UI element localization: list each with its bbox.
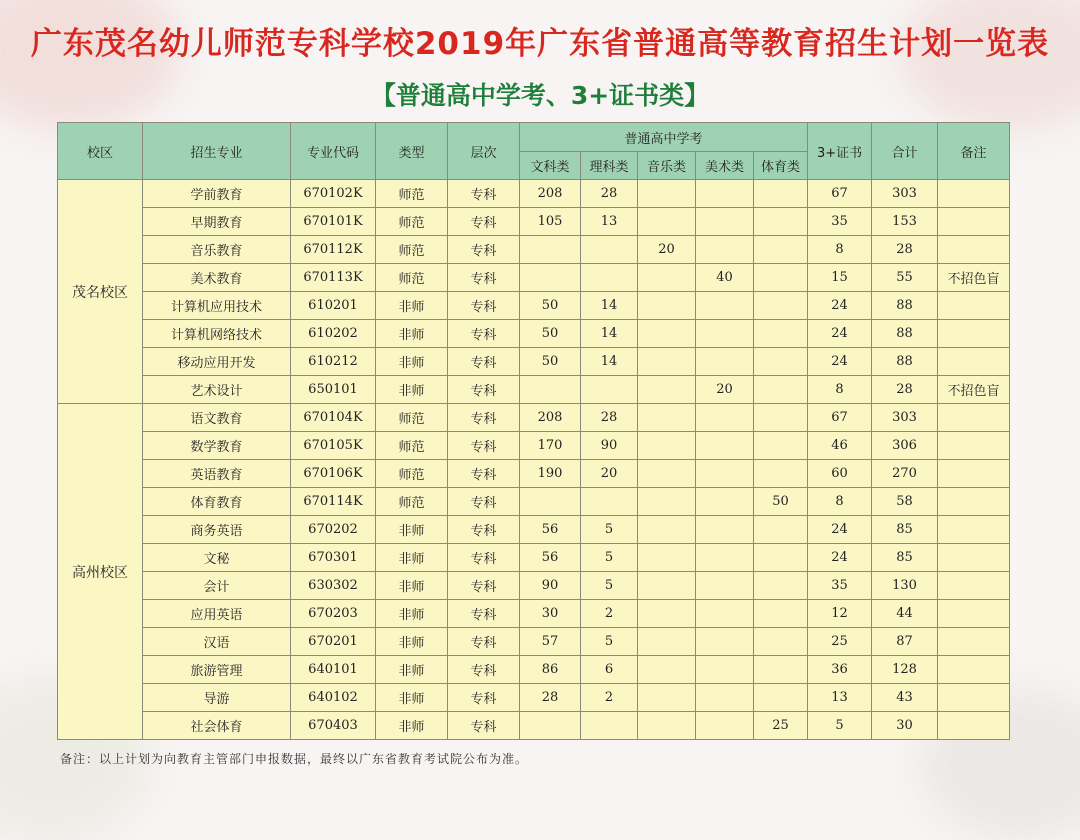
cell-major: 旅游管理: [143, 656, 291, 684]
cell-code: 670101K: [291, 208, 376, 236]
cell-like: 5: [581, 516, 638, 544]
cell-level: 专科: [448, 488, 520, 516]
cell-tiyu: [754, 572, 808, 600]
cell-total: 30: [872, 712, 938, 740]
cell-level: 专科: [448, 516, 520, 544]
cell-tiyu: 25: [754, 712, 808, 740]
cell-major: 汉语: [143, 628, 291, 656]
cell-code: 610201: [291, 292, 376, 320]
cell-yinyue: [638, 376, 696, 404]
header-total: 合计: [872, 123, 938, 180]
cell-level: 专科: [448, 376, 520, 404]
cell-major: 社会体育: [143, 712, 291, 740]
cell-type: 非师: [376, 656, 448, 684]
cell-tiyu: [754, 628, 808, 656]
table-row: [58, 656, 1010, 684]
cell-remark: [938, 236, 1010, 264]
cell-wenke: 30: [520, 600, 581, 628]
cell-code: 670301: [291, 544, 376, 572]
cell-tiyu: 50: [754, 488, 808, 516]
header-wenke: 文科类: [520, 152, 581, 180]
cell-total: 303: [872, 180, 938, 208]
cell-meishu: [696, 628, 754, 656]
table-row: [58, 600, 1010, 628]
table-row: [58, 684, 1010, 712]
cell-meishu: [696, 208, 754, 236]
cell-meishu: [696, 460, 754, 488]
cell-level: 专科: [448, 628, 520, 656]
cell-remark: [938, 320, 1010, 348]
cell-like: 20: [581, 460, 638, 488]
cell-remark: [938, 712, 1010, 740]
cell-total: 43: [872, 684, 938, 712]
cell-wenke: [520, 712, 581, 740]
cell-meishu: [696, 348, 754, 376]
cell-cert: 25: [808, 628, 872, 656]
cell-meishu: [696, 684, 754, 712]
cell-level: 专科: [448, 292, 520, 320]
cell-tiyu: [754, 516, 808, 544]
cell-major: 文秘: [143, 544, 291, 572]
cell-total: 87: [872, 628, 938, 656]
cell-major: 学前教育: [143, 180, 291, 208]
cell-type: 师范: [376, 236, 448, 264]
cell-type: 师范: [376, 404, 448, 432]
table-row: [58, 320, 1010, 348]
page-title: 广东茂名幼儿师范专科学校2019年广东省普通高等教育招生计划一览表: [30, 26, 1050, 62]
cell-level: 专科: [448, 208, 520, 236]
cell-yinyue: [638, 264, 696, 292]
cell-cert: 24: [808, 320, 872, 348]
cell-wenke: 56: [520, 516, 581, 544]
cell-total: 44: [872, 600, 938, 628]
cell-yinyue: [638, 544, 696, 572]
campus-cell: 高州校区: [58, 404, 143, 740]
cell-cert: 5: [808, 712, 872, 740]
cell-cert: 24: [808, 292, 872, 320]
table-row: [58, 376, 1010, 404]
cell-wenke: 57: [520, 628, 581, 656]
cell-major: 会计: [143, 572, 291, 600]
header-level: 层次: [448, 123, 520, 180]
cell-type: 非师: [376, 320, 448, 348]
cell-remark: [938, 544, 1010, 572]
cell-yinyue: [638, 320, 696, 348]
cell-level: 专科: [448, 320, 520, 348]
cell-cert: 67: [808, 180, 872, 208]
cell-code: 630302: [291, 572, 376, 600]
cell-yinyue: [638, 684, 696, 712]
cell-remark: [938, 348, 1010, 376]
cell-total: 88: [872, 348, 938, 376]
cell-cert: 13: [808, 684, 872, 712]
cell-like: 5: [581, 628, 638, 656]
cell-remark: [938, 404, 1010, 432]
cell-type: 非师: [376, 628, 448, 656]
cell-yinyue: [638, 432, 696, 460]
cell-tiyu: [754, 684, 808, 712]
cell-type: 师范: [376, 460, 448, 488]
cell-tiyu: [754, 292, 808, 320]
cell-total: 128: [872, 656, 938, 684]
cell-wenke: 50: [520, 320, 581, 348]
cell-yinyue: [638, 656, 696, 684]
cell-remark: [938, 208, 1010, 236]
cell-type: 非师: [376, 516, 448, 544]
cell-wenke: 105: [520, 208, 581, 236]
cell-meishu: [696, 432, 754, 460]
cell-like: 2: [581, 600, 638, 628]
cell-cert: 24: [808, 544, 872, 572]
cell-like: 5: [581, 572, 638, 600]
cell-yinyue: [638, 628, 696, 656]
cell-total: 85: [872, 544, 938, 572]
cell-cert: 36: [808, 656, 872, 684]
header-cert: 3+证书: [808, 123, 872, 180]
cell-meishu: [696, 516, 754, 544]
cell-type: 师范: [376, 264, 448, 292]
cell-code: 670113K: [291, 264, 376, 292]
cell-wenke: 170: [520, 432, 581, 460]
cell-major: 数学教育: [143, 432, 291, 460]
cell-tiyu: [754, 376, 808, 404]
cell-wenke: [520, 264, 581, 292]
cell-like: [581, 236, 638, 264]
cell-tiyu: [754, 320, 808, 348]
cell-type: 非师: [376, 348, 448, 376]
cell-like: [581, 488, 638, 516]
cell-code: 670106K: [291, 460, 376, 488]
enrollment-plan-table: [57, 122, 1010, 740]
table-row: [58, 488, 1010, 516]
cell-total: 88: [872, 292, 938, 320]
cell-like: [581, 712, 638, 740]
cell-yinyue: [638, 572, 696, 600]
cell-remark: 不招色盲: [938, 376, 1010, 404]
header-code: 专业代码: [291, 123, 376, 180]
cell-type: 师范: [376, 488, 448, 516]
cell-like: 28: [581, 404, 638, 432]
cell-level: 专科: [448, 712, 520, 740]
cell-level: 专科: [448, 236, 520, 264]
cell-type: 非师: [376, 684, 448, 712]
cell-level: 专科: [448, 684, 520, 712]
cell-wenke: [520, 488, 581, 516]
cell-level: 专科: [448, 460, 520, 488]
cell-major: 艺术设计: [143, 376, 291, 404]
cell-like: 28: [581, 180, 638, 208]
cell-meishu: [696, 320, 754, 348]
cell-type: 非师: [376, 600, 448, 628]
cell-level: 专科: [448, 348, 520, 376]
cell-total: 130: [872, 572, 938, 600]
cell-total: 88: [872, 320, 938, 348]
cell-type: 师范: [376, 180, 448, 208]
cell-code: 670104K: [291, 404, 376, 432]
cell-major: 英语教育: [143, 460, 291, 488]
cell-major: 商务英语: [143, 516, 291, 544]
cell-level: 专科: [448, 656, 520, 684]
cell-yinyue: [638, 712, 696, 740]
cell-major: 早期教育: [143, 208, 291, 236]
cell-type: 非师: [376, 376, 448, 404]
cell-cert: 24: [808, 348, 872, 376]
cell-cert: 15: [808, 264, 872, 292]
cell-remark: [938, 600, 1010, 628]
cell-yinyue: [638, 600, 696, 628]
cell-remark: [938, 460, 1010, 488]
cell-major: 计算机网络技术: [143, 320, 291, 348]
cell-major: 美术教育: [143, 264, 291, 292]
cell-code: 610202: [291, 320, 376, 348]
cell-tiyu: [754, 460, 808, 488]
cell-yinyue: [638, 460, 696, 488]
cell-like: [581, 376, 638, 404]
cell-level: 专科: [448, 264, 520, 292]
table-row: [58, 516, 1010, 544]
cell-like: 6: [581, 656, 638, 684]
cell-cert: 46: [808, 432, 872, 460]
cell-code: 610212: [291, 348, 376, 376]
campus-cell: 茂名校区: [58, 180, 143, 404]
cell-code: 670203: [291, 600, 376, 628]
cell-remark: [938, 628, 1010, 656]
cell-remark: [938, 180, 1010, 208]
cell-meishu: [696, 572, 754, 600]
cell-tiyu: [754, 600, 808, 628]
cell-type: 非师: [376, 544, 448, 572]
table-body: [58, 180, 1010, 740]
footnote: 备注：以上计划为向教育主管部门申报数据，最终以广东省教育考试院公布为准。: [60, 752, 529, 766]
header-type: 类型: [376, 123, 448, 180]
cell-like: 90: [581, 432, 638, 460]
cell-major: 体育教育: [143, 488, 291, 516]
cell-code: 670202: [291, 516, 376, 544]
table-row: [58, 348, 1010, 376]
header-major: 招生专业: [143, 123, 291, 180]
cell-level: 专科: [448, 432, 520, 460]
cell-total: 85: [872, 516, 938, 544]
cell-total: 153: [872, 208, 938, 236]
cell-type: 非师: [376, 712, 448, 740]
cell-type: 非师: [376, 292, 448, 320]
cell-type: 非师: [376, 572, 448, 600]
cell-cert: 8: [808, 236, 872, 264]
cell-code: 670114K: [291, 488, 376, 516]
cell-tiyu: [754, 208, 808, 236]
cell-meishu: [696, 712, 754, 740]
cell-cert: 24: [808, 516, 872, 544]
table-row: [58, 628, 1010, 656]
cell-major: 移动应用开发: [143, 348, 291, 376]
cell-cert: 8: [808, 376, 872, 404]
cell-type: 师范: [376, 208, 448, 236]
cell-remark: [938, 516, 1010, 544]
cell-cert: 35: [808, 572, 872, 600]
cell-meishu: [696, 404, 754, 432]
cell-yinyue: [638, 348, 696, 376]
cell-remark: [938, 684, 1010, 712]
header-like: 理科类: [581, 152, 638, 180]
header-remark: 备注: [938, 123, 1010, 180]
cell-yinyue: [638, 404, 696, 432]
cell-code: 670102K: [291, 180, 376, 208]
cell-tiyu: [754, 656, 808, 684]
cell-yinyue: [638, 208, 696, 236]
cell-wenke: 50: [520, 292, 581, 320]
cell-major: 语文教育: [143, 404, 291, 432]
cell-tiyu: [754, 236, 808, 264]
cell-total: 303: [872, 404, 938, 432]
header-tiyu: 体育类: [754, 152, 808, 180]
header-group-general-exam: 普通高中学考: [520, 123, 808, 152]
header-yinyue: 音乐类: [638, 152, 696, 180]
table-row: [58, 404, 1010, 432]
cell-yinyue: 20: [638, 236, 696, 264]
cell-wenke: 50: [520, 348, 581, 376]
cell-wenke: [520, 236, 581, 264]
cell-yinyue: [638, 292, 696, 320]
cell-total: 306: [872, 432, 938, 460]
cell-meishu: 20: [696, 376, 754, 404]
table-row: [58, 544, 1010, 572]
cell-major: 计算机应用技术: [143, 292, 291, 320]
cell-tiyu: [754, 544, 808, 572]
cell-code: 670403: [291, 712, 376, 740]
cell-code: 670112K: [291, 236, 376, 264]
cell-remark: [938, 432, 1010, 460]
cell-remark: [938, 572, 1010, 600]
cell-major: 音乐教育: [143, 236, 291, 264]
table-row: [58, 432, 1010, 460]
cell-total: 270: [872, 460, 938, 488]
cell-meishu: [696, 656, 754, 684]
cell-type: 师范: [376, 432, 448, 460]
cell-wenke: 208: [520, 180, 581, 208]
cell-yinyue: [638, 488, 696, 516]
cell-level: 专科: [448, 572, 520, 600]
cell-code: 640101: [291, 656, 376, 684]
cell-like: 14: [581, 292, 638, 320]
cell-code: 670201: [291, 628, 376, 656]
cell-tiyu: [754, 432, 808, 460]
cell-yinyue: [638, 516, 696, 544]
cell-major: 导游: [143, 684, 291, 712]
table-row: [58, 208, 1010, 236]
cell-code: 640102: [291, 684, 376, 712]
cell-wenke: 190: [520, 460, 581, 488]
table-row: [58, 712, 1010, 740]
cell-cert: 8: [808, 488, 872, 516]
cell-wenke: 28: [520, 684, 581, 712]
cell-tiyu: [754, 404, 808, 432]
cell-like: 13: [581, 208, 638, 236]
cell-remark: [938, 292, 1010, 320]
cell-cert: 67: [808, 404, 872, 432]
page-subtitle: 【普通高中学考、3+证书类】: [370, 81, 710, 110]
cell-code: 650101: [291, 376, 376, 404]
header-campus: 校区: [58, 123, 143, 180]
cell-tiyu: [754, 264, 808, 292]
cell-like: 5: [581, 544, 638, 572]
cell-meishu: [696, 544, 754, 572]
cell-tiyu: [754, 348, 808, 376]
cell-code: 670105K: [291, 432, 376, 460]
cell-like: 14: [581, 320, 638, 348]
cell-level: 专科: [448, 544, 520, 572]
cell-cert: 35: [808, 208, 872, 236]
cell-wenke: 90: [520, 572, 581, 600]
cell-meishu: [696, 236, 754, 264]
table-row: [58, 180, 1010, 208]
cell-wenke: 208: [520, 404, 581, 432]
cell-wenke: 86: [520, 656, 581, 684]
table-row: [58, 264, 1010, 292]
cell-wenke: [520, 376, 581, 404]
cell-meishu: 40: [696, 264, 754, 292]
cell-like: [581, 264, 638, 292]
cell-total: 28: [872, 376, 938, 404]
cell-total: 58: [872, 488, 938, 516]
cell-meishu: [696, 180, 754, 208]
cell-total: 55: [872, 264, 938, 292]
table-row: [58, 460, 1010, 488]
cell-meishu: [696, 488, 754, 516]
cell-level: 专科: [448, 180, 520, 208]
cell-level: 专科: [448, 600, 520, 628]
cell-cert: 12: [808, 600, 872, 628]
cell-yinyue: [638, 180, 696, 208]
cell-tiyu: [754, 180, 808, 208]
cell-like: 2: [581, 684, 638, 712]
cell-major: 应用英语: [143, 600, 291, 628]
header-meishu: 美术类: [696, 152, 754, 180]
cell-remark: [938, 656, 1010, 684]
cell-total: 28: [872, 236, 938, 264]
cell-level: 专科: [448, 404, 520, 432]
cell-meishu: [696, 600, 754, 628]
cell-remark: [938, 488, 1010, 516]
table-row: [58, 572, 1010, 600]
cell-wenke: 56: [520, 544, 581, 572]
table-row: [58, 292, 1010, 320]
cell-like: 14: [581, 348, 638, 376]
cell-cert: 60: [808, 460, 872, 488]
cell-meishu: [696, 292, 754, 320]
table-row: [58, 236, 1010, 264]
cell-remark: 不招色盲: [938, 264, 1010, 292]
